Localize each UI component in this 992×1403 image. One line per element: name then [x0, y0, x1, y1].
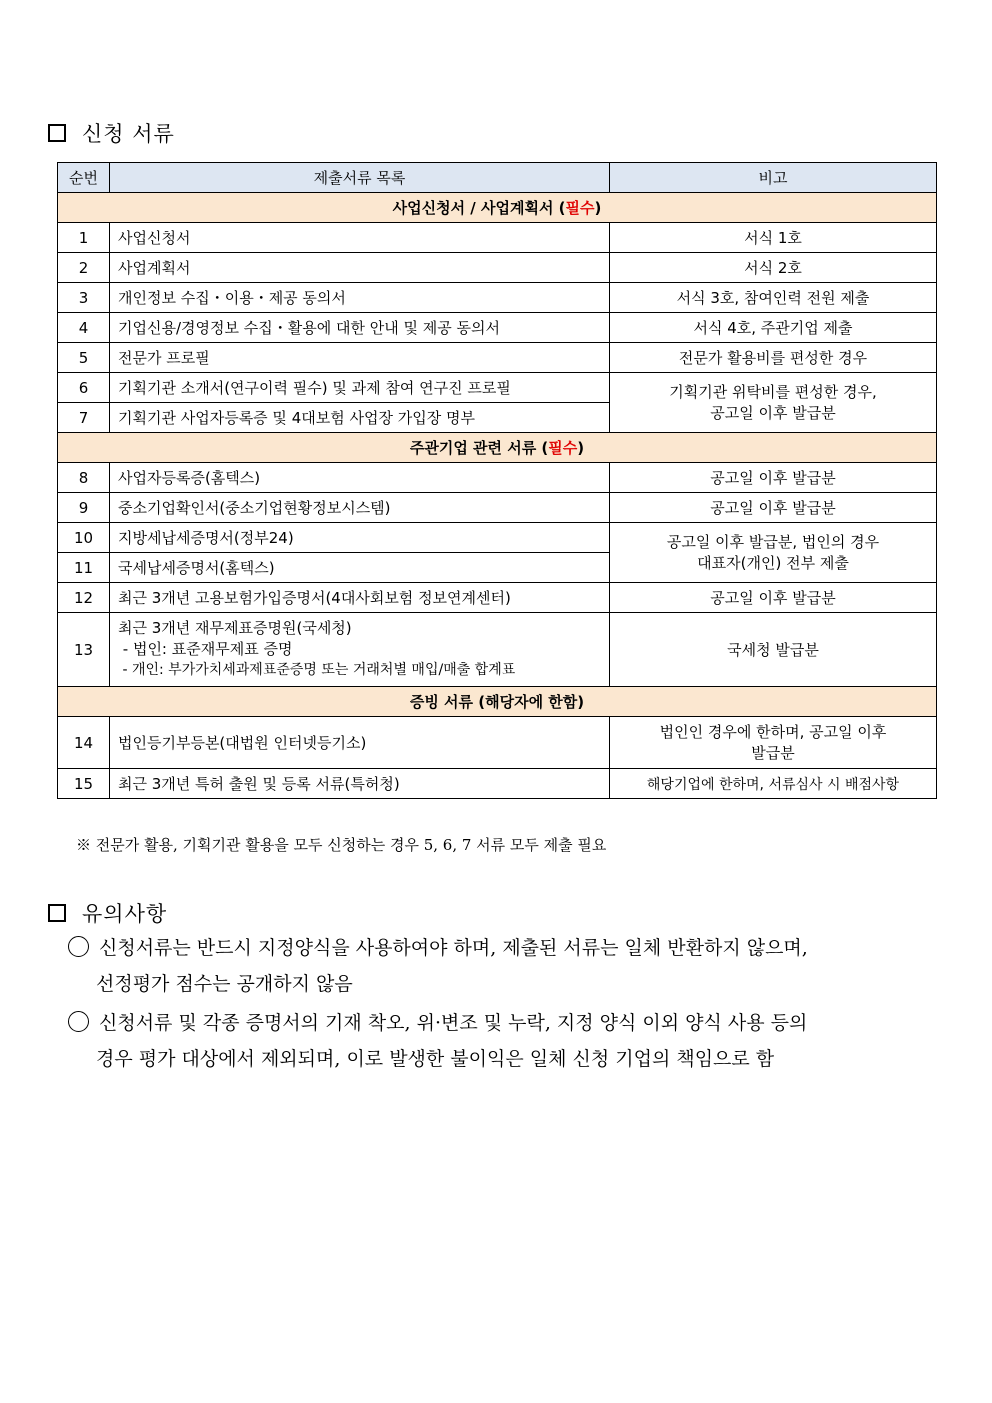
row-num: 12	[58, 583, 110, 613]
row-note	[610, 717, 937, 769]
table-row	[58, 253, 937, 283]
table-row	[58, 463, 937, 493]
row-doc: 법인등기부등본(대법원 인터넷등기소)	[110, 717, 610, 769]
table-row	[58, 717, 937, 769]
note-line: 공고일 이후 발급분, 법인의 경우	[666, 532, 880, 551]
table-row	[58, 769, 937, 799]
table-row	[58, 223, 937, 253]
precaution-item	[68, 1005, 948, 1077]
row-num: 14	[58, 717, 110, 769]
row-doc: 중소기업확인서(중소기업현황정보시스템)	[110, 493, 610, 523]
row-num: 8	[58, 463, 110, 493]
row-note: 전문가 활용비를 편성한 경우	[610, 343, 937, 373]
row-doc: 국세납세증명서(홈텍스)	[110, 553, 610, 583]
table-row	[58, 283, 937, 313]
row-num: 10	[58, 523, 110, 553]
checkbox-square-icon	[48, 904, 66, 922]
precaution-line: 신청서류 및 각종 증명서의 기재 착오, 위·변조 및 누락, 지정 양식 이외 양식 사용 등의	[99, 1012, 808, 1034]
row-doc: 최근 3개년 고용보험가입증명서(4대사회보험 정보연계센터)	[110, 583, 610, 613]
note-line: 법인인 경우에 한하며, 공고일 이후	[659, 722, 887, 741]
row-doc: 기획기관 사업자등록증 및 4대보험 사업장 가입장 명부	[110, 403, 610, 433]
header-docs: 제출서류 목록	[110, 163, 610, 193]
row-num: 5	[58, 343, 110, 373]
row-num: 1	[58, 223, 110, 253]
precaution-line: 신청서류는 반드시 지정양식을 사용하여야 하며, 제출된 서류는 일체 반환하지 않으며,	[99, 937, 808, 959]
row-note: 서식 3호, 참여인력 전원 제출	[610, 283, 937, 313]
doc-line: 최근 3개년 재무제표증명원(국세청)	[118, 619, 352, 637]
row-doc: 전문가 프로필	[110, 343, 610, 373]
table-row	[58, 373, 937, 403]
section-title: 신청 서류	[82, 122, 175, 146]
row-doc: 기획기관 소개서(연구이력 필수) 및 과제 참여 연구진 프로필	[110, 373, 610, 403]
row-doc: 사업계획서	[110, 253, 610, 283]
footnote: ※ 전문가 활용, 기획기관 활용을 모두 신청하는 경우 5, 6, 7 서류 모두 제출 필요	[76, 836, 607, 854]
table-row	[58, 583, 937, 613]
note-line: 발급분	[751, 743, 795, 762]
circle-bullet-icon	[68, 1011, 89, 1032]
row-note: 국세청 발급분	[610, 613, 937, 687]
header-num: 순번	[58, 163, 110, 193]
row-num: 4	[58, 313, 110, 343]
row-note: 공고일 이후 발급분	[610, 583, 937, 613]
group-label: 주관기업 관련 서류 (필수)	[58, 433, 937, 463]
row-note: 서식 4호, 주관기업 제출	[610, 313, 937, 343]
row-num: 2	[58, 253, 110, 283]
row-num: 15	[58, 769, 110, 799]
group-row	[58, 687, 937, 717]
table-row	[58, 343, 937, 373]
note-line: 기획기관 위탁비를 편성한 경우,	[669, 382, 877, 401]
section-heading-application-docs	[48, 118, 175, 148]
row-num: 9	[58, 493, 110, 523]
row-num: 6	[58, 373, 110, 403]
note-line: 공고일 이후 발급분	[710, 403, 836, 422]
row-doc: 사업신청서	[110, 223, 610, 253]
section-title: 유의사항	[82, 902, 168, 926]
note-line: 대표자(개인) 전부 제출	[697, 553, 849, 572]
header-note: 비고	[610, 163, 937, 193]
row-doc	[110, 613, 610, 687]
row-note: 공고일 이후 발급분	[610, 463, 937, 493]
group-row	[58, 193, 937, 223]
checkbox-square-icon	[48, 124, 66, 142]
row-num: 3	[58, 283, 110, 313]
table-row	[58, 613, 937, 687]
table-row	[58, 493, 937, 523]
row-note	[610, 373, 937, 433]
group-label: 사업신청서 / 사업계획서 (필수)	[58, 193, 937, 223]
section-heading-precautions	[48, 898, 167, 928]
row-doc: 개인정보 수집・이용・제공 동의서	[110, 283, 610, 313]
doc-line: - 법인: 표준재무제표 증명	[118, 640, 293, 658]
row-note: 공고일 이후 발급분	[610, 493, 937, 523]
doc-line: - 개인: 부가가치세과제표준증명 또는 거래처별 매입/매출 합계표	[118, 662, 516, 678]
row-doc: 최근 3개년 특허 출원 및 등록 서류(특허청)	[110, 769, 610, 799]
precaution-line: 선정평가 점수는 공개하지 않음	[96, 973, 353, 995]
table-row	[58, 523, 937, 553]
row-note: 서식 1호	[610, 223, 937, 253]
group-label: 증빙 서류 (해당자에 한함)	[58, 687, 937, 717]
row-num: 7	[58, 403, 110, 433]
row-doc: 지방세납세증명서(정부24)	[110, 523, 610, 553]
row-note: 해당기업에 한하며, 서류심사 시 배점사항	[610, 769, 937, 799]
table-row	[58, 313, 937, 343]
precaution-item	[68, 930, 948, 1002]
precaution-line: 경우 평가 대상에서 제외되며, 이로 발생한 불이익은 일체 신청 기업의 책임으로 함	[96, 1048, 775, 1070]
group-row	[58, 433, 937, 463]
row-num: 11	[58, 553, 110, 583]
row-note	[610, 523, 937, 583]
circle-bullet-icon	[68, 936, 89, 957]
row-doc: 사업자등록증(홈텍스)	[110, 463, 610, 493]
row-note: 서식 2호	[610, 253, 937, 283]
required-documents-table	[57, 162, 937, 799]
row-doc: 기업신용/경영정보 수집・활용에 대한 안내 및 제공 동의서	[110, 313, 610, 343]
table-header-row	[58, 163, 937, 193]
row-num: 13	[58, 613, 110, 687]
